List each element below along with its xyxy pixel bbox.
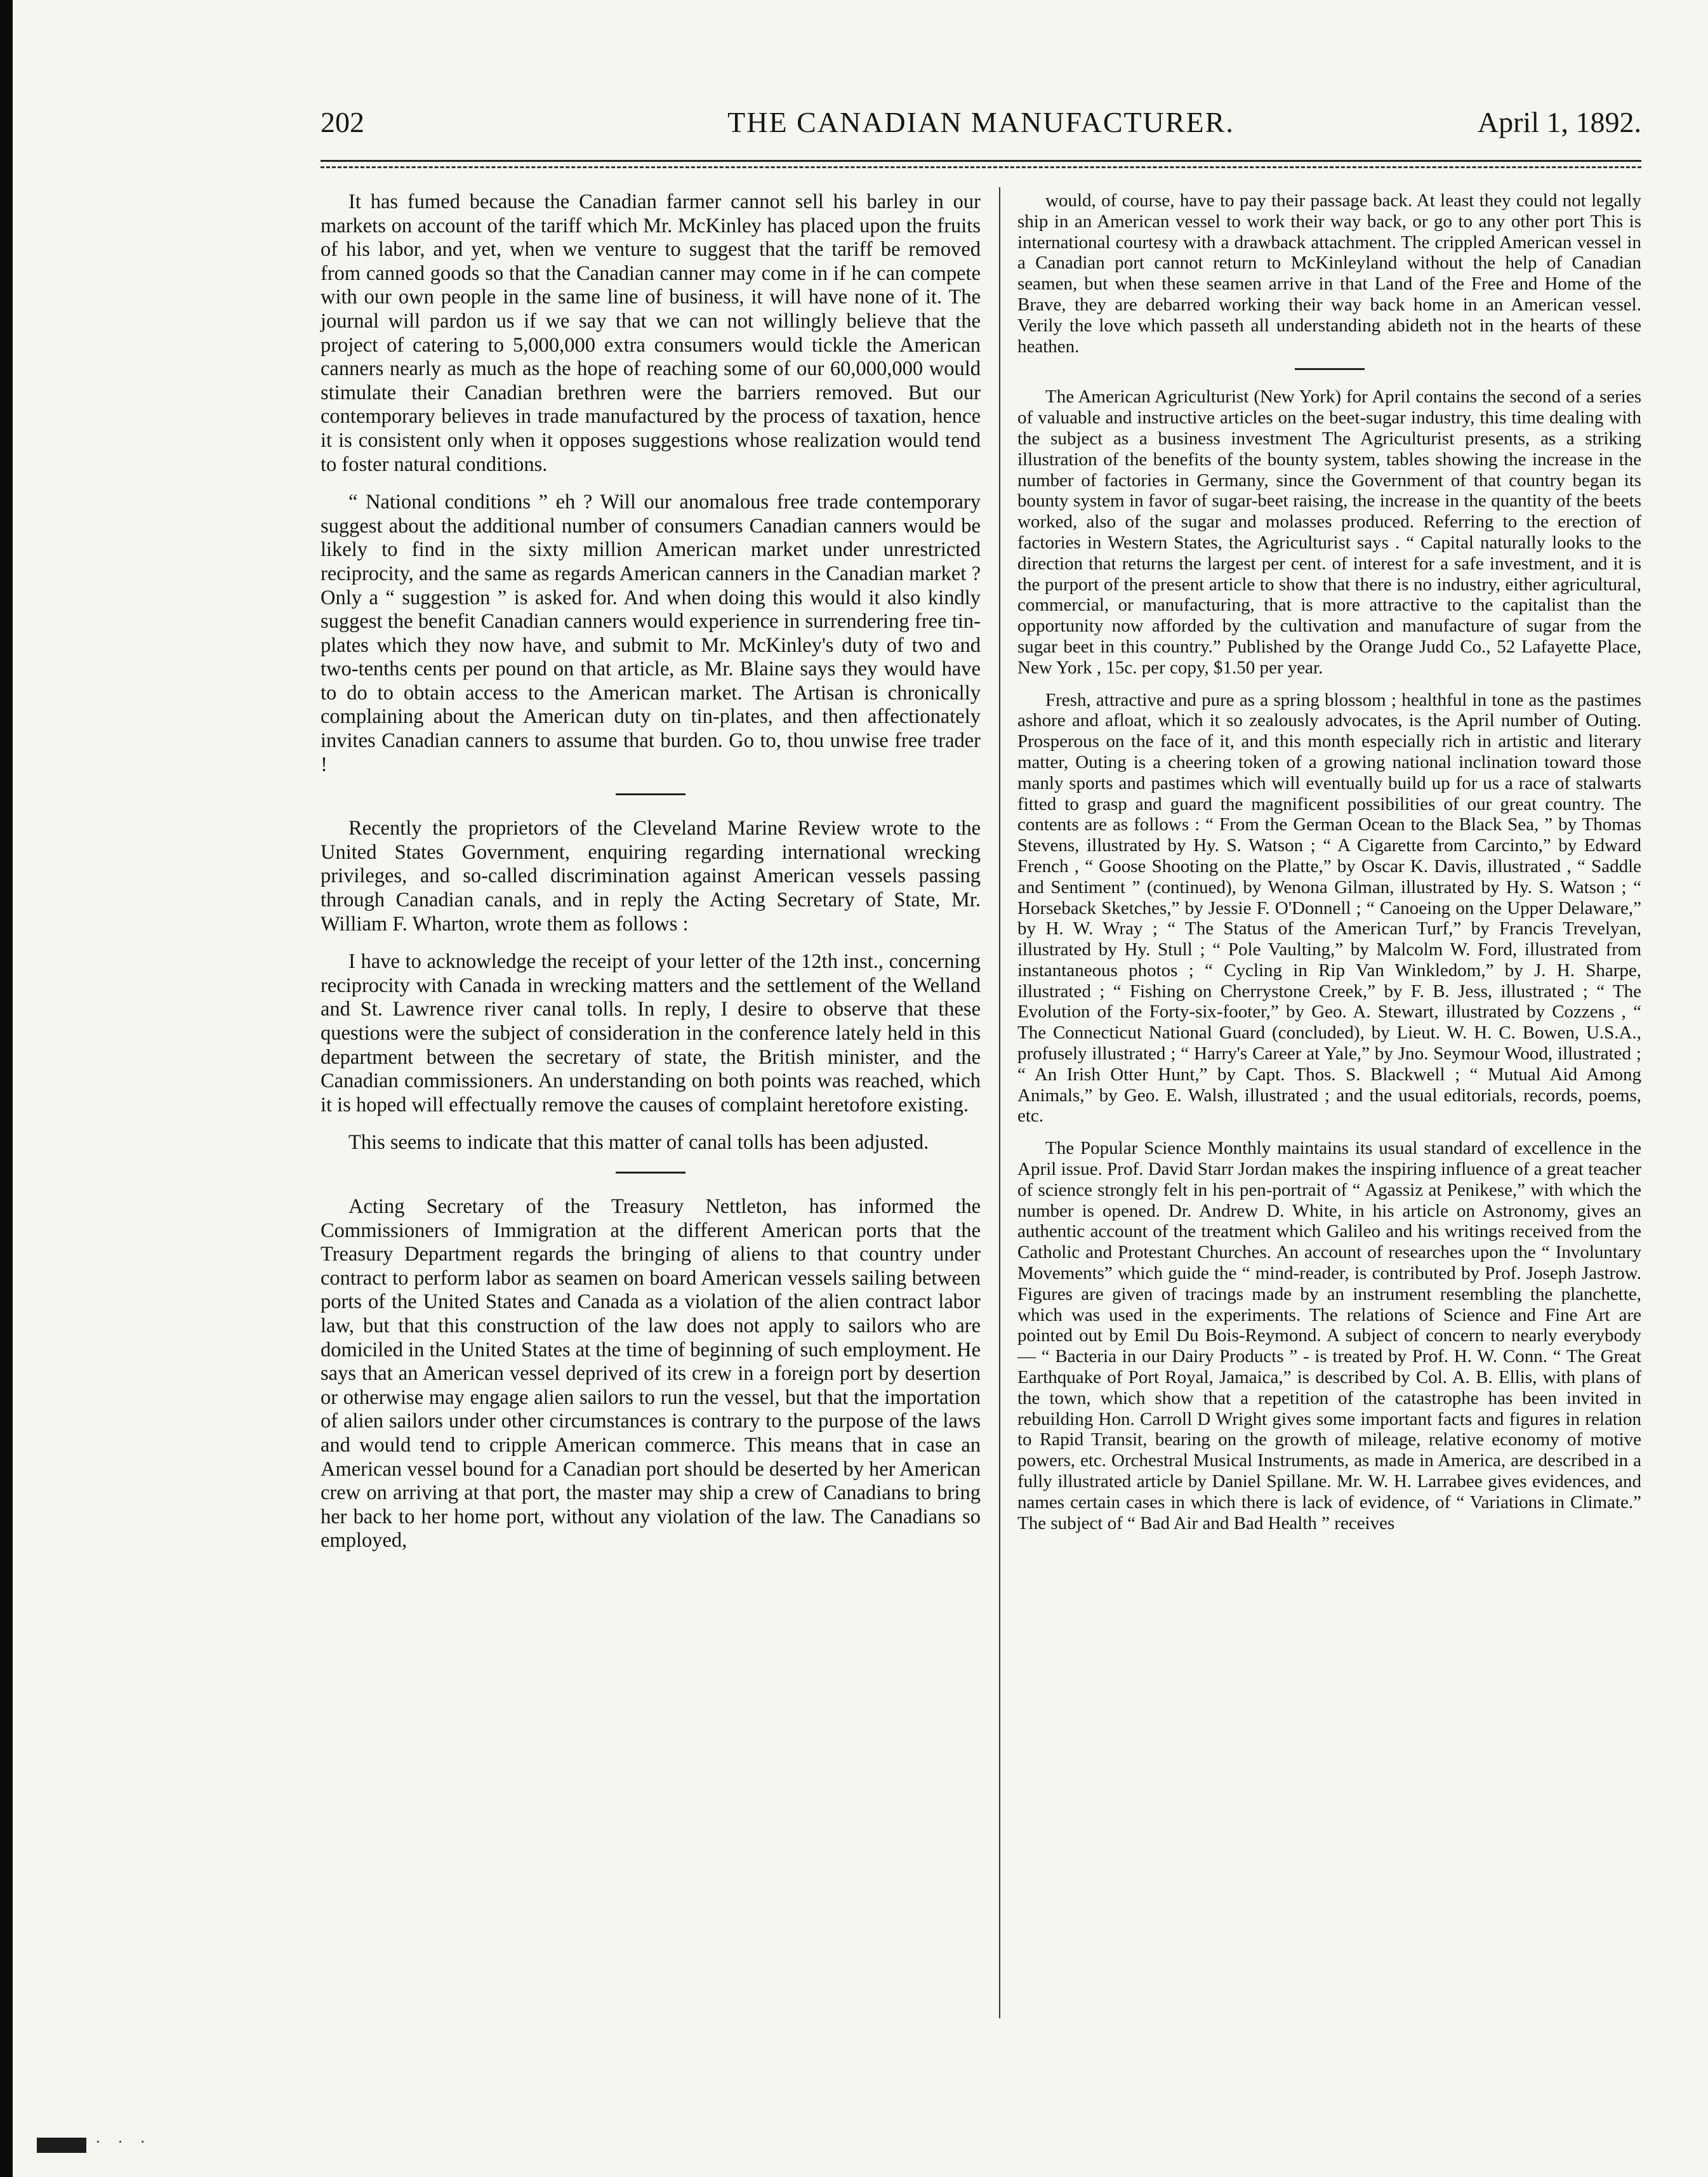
publication-title: THE CANADIAN MANUFACTURER. xyxy=(727,106,1235,138)
right-column xyxy=(1017,190,1641,1545)
article-paragraph: It has fumed because the Canadian farmer cannot sell his barley in our markets on account of the tariff which Mr. McKinley has placed upon the fruits of his labor, and yet, when we venture to suggest that the tariff be removed from canned goods so that the Canadian canner may come in if he can compete with our own people in the same line of business, it will have none of it. The journal will pardon us if we say that we can not willingly believe that the project of catering to 5,000,000 extra consumers would tickle the American canners nearly as much as the hope of reaching some of our 60,000,000 would stimulate their Canadian brethren were the barriers removed. But our contemporary believes in trade manufactured by the process of taxation, hence it is consistent only when it opposes suggestions whose realization would tend to foster natural conditions. xyxy=(321,190,981,476)
section-separator xyxy=(1295,368,1365,370)
review-paragraph: The American Agriculturist (New York) for April contains the second of a series of valuable and instructive articles on the beet-sugar industry, this time dealing with the subject as a business investment The Agriculturist presents, as a striking illustration of the benefits of the bounty system, tables showing the increase in the number of factories in Germany, since the Government of that country began its bounty system in favor of sugar-beet raising, the increase in the quantity of the beets worked, also of the sugar and molasses produced. Referring to the erection of factories in Western States, the Agriculturist says . “ Capital naturally looks to the direction that returns the largest per cent. of interest for a safe investment, and it is the purport of the present article to show that there is no industry, either agricultural, commercial, or manufacturing, that is more attractive to the capitalist than the opportunity now afforded by the cultivation and manufacture of sugar from the sugar beet in this country.” Published by the Orange Judd Co., 52 Lafayette Place, New York , 15c. per copy, $1.50 per year. xyxy=(1017,387,1641,678)
issue-date: April 1, 1892. xyxy=(1477,106,1641,138)
page-header xyxy=(321,105,1641,146)
article-paragraph: “ National conditions ” eh ? Will our anomalous free trade contemporary suggest about the additional number of consumers Canadian canners would be likely to find in the sixty million American market under unrestricted reciprocity, and the same as regards American canners in the Canadian market ? Only a “ suggestion ” is asked for. And when doing this would it also kindly suggest the benefit Canadian canners would experience in surrendering free tin-plates which they now have, and submit to Mr. McKinley's duty of two and two-tenths cents per pound on that article, as Mr. Blaine says they would have to do to obtain access to the American market. The Artisan is chronically complaining about the American duty on tin-plates, and then affectionately invites Canadian canners to assume that burden. Go to, thou unwise free trader ! xyxy=(321,491,981,776)
left-column xyxy=(321,190,981,1567)
section-separator xyxy=(616,1172,685,1174)
article-paragraph: Acting Secretary of the Treasury Nettleton, has informed the Commissioners of Immigration at the different American ports that the Treasury Department regards the bringing of aliens to that country under contract to perform labor as seamen on board American vessels sailing between ports of the United States and Canada as a violation of the alien contract labor law, but that this construction of the law does not apply to sailors who are domiciled in the United States at the time of beginning of such employment. He says that an American vessel deprived of its crew in a foreign port by desertion or otherwise may engage alien sailors to run the vessel, but that the importation of alien sailors under other circumstances is contrary to the purpose of the laws and would tend to cripple American commerce. This means that in case an American vessel bound for a Canadian port should be deserted by her American crew on arriving at that port, the master may ship a crew of Canadians to bring her back to her home port, without any violation of the law. The Canadians so employed, xyxy=(321,1194,981,1552)
quoted-letter: I have to acknowledge the receipt of your letter of the 12th inst., concerning reciprocity with Canada in wrecking matters and the settlement of the Welland and St. Lawrence river canal tolls. In reply, I desire to observe that these questions were the subject of consideration in the conference lately held in this department between the secretary of state, the British minister, and the Canadian commissioners. An understanding on both points was reached, which it is hoped will effectually remove the causes of complaint heretofore existing. xyxy=(321,950,981,1116)
scan-edge xyxy=(0,0,13,2177)
scan-artifact-dots: · · · xyxy=(95,2133,152,2151)
scan-artifact xyxy=(37,2138,86,2153)
header-dashed-rule xyxy=(321,166,1641,168)
section-separator xyxy=(616,793,685,795)
review-paragraph: The Popular Science Monthly maintains its usual standard of excellence in the April issue. Prof. David Starr Jordan makes the inspiring influence of a great teacher of science strongly felt in his pen-portrait of “ Agassiz at Penikese,” with which the number is opened. Dr. Andrew D. White, in his article on Astronomy, gives an authentic account of the treatment which Galileo and his writings received from the Catholic and Protestant Churches. An account of researches upon the “ Involuntary Movements” which guide the “ mind-reader, is contributed by Prof. Joseph Jastrow. Figures are given of tracings made by an instrument resembling the planchette, which was used in the experiments. The relations of Science and Fine Art are pointed out by Emil Du Bois-Reymond. A subject of concern to nearly everybody — “ Bacteria in our Dairy Products ” - is treated by Prof. H. W. Conn. “ The Great Earthquake of Port Royal, Jamaica,” is described by Col. A. B. Ellis, with plans of the town, which show that a repetition of the catastrophe has been invited in rebuilding Hon. Carroll D Wright gives some important facts and figures in relation to Rapid Transit, bearing on the growth of mileage, relative economy of motive powers, etc. Orchestral Musical Instruments, as made in America, are described in a fully illustrated article by Daniel Spillane. Mr. W. H. Larrabee gives evidences, and names certain cases in which there is lack of evidence, of “ Variations in Climate.” The subject of “ Bad Air and Bad Health ” receives xyxy=(1017,1138,1641,1533)
header-rule xyxy=(321,160,1641,162)
review-paragraph: Fresh, attractive and pure as a spring blossom ; healthful in tone as the pastimes ashore and afloat, which it so zealously advocates, is the April number of Outing. Prosperous on the face of it, and this month especially rich in artistic and literary matter, Outing is a cheering token of a growing national inclination toward those manly sports and pastimes which will eventually build up for us a race of stalwarts fitted to grasp and guard the magnificent possibilities of our great country. The contents are as follows : “ From the German Ocean to the Black Sea, ” by Thomas Stevens, illustrated by Hy. S. Watson ; “ A Cigarette from Carcinto,” by Edward French , “ Goose Shooting on the Platte,” by Oscar K. Davis, illustrated , “ Saddle and Sentiment ” (continued), by Wenona Gilman, illustrated by Hy. S. Watson ; “ Horseback Sketches,” by Jessie F. O'Donnell ; “ Canoeing on the Upper Delaware,” by H. W. Wray ; “ The Status of the American Turf,” by Francis Trevelyan, illustrated by Hy. Stull ; “ Pole Vaulting,” by Malcolm W. Ford, illustrated from instantaneous photos ; “ Cycling in Rip Van Winkledom,” by J. H. Sharpe, illustrated ; “ Fishing on Cherrystone Creek,” by F. B. Jess, illustrated ; “ The Evolution of the Forty-six-footer,” by Geo. A. Stewart, illustrated by Cozzens , “ The Connecticut National Guard (concluded), by Lieut. W. H. C. Bowen, U.S.A., profusely illustrated ; “ Harry's Career at Yale,” by Jno. Seymour Wood, illustrated ; “ An Irish Otter Hunt,” by Capt. Thos. S. Blackwell ; “ Mutual Aid Among Animals,” by Geo. E. Walsh, illustrated ; and the usual editorials, records, poems, etc. xyxy=(1017,689,1641,1127)
page-number: 202 xyxy=(321,106,364,138)
article-paragraph: would, of course, have to pay their passage back. At least they could not legally ship in an American vessel to work their way back, or go to any other port This is international courtesy with a drawback attachment. The crippled American vessel in a Canadian port cannot return to McKinleyland without the help of Canadian seamen, but when these seamen arrive in that Land of the Free and Home of the Brave, they are debarred working their way back home in an American vessel. Verily the love which passeth all understanding abideth not in the hearts of these heathen. xyxy=(1017,190,1641,357)
article-paragraph: This seems to indicate that this matter of canal tolls has been adjusted. xyxy=(348,1131,929,1155)
column-divider xyxy=(999,187,1000,2018)
article-paragraph: Recently the proprietors of the Cleveland Marine Review wrote to the United States Government, enquiring regarding international wrecking privileges, and so-called discrimination against American vessels passing through Canadian canals, and in reply the Acting Secretary of State, Mr. William F. Wharton, wrote them as follows : xyxy=(321,817,981,936)
